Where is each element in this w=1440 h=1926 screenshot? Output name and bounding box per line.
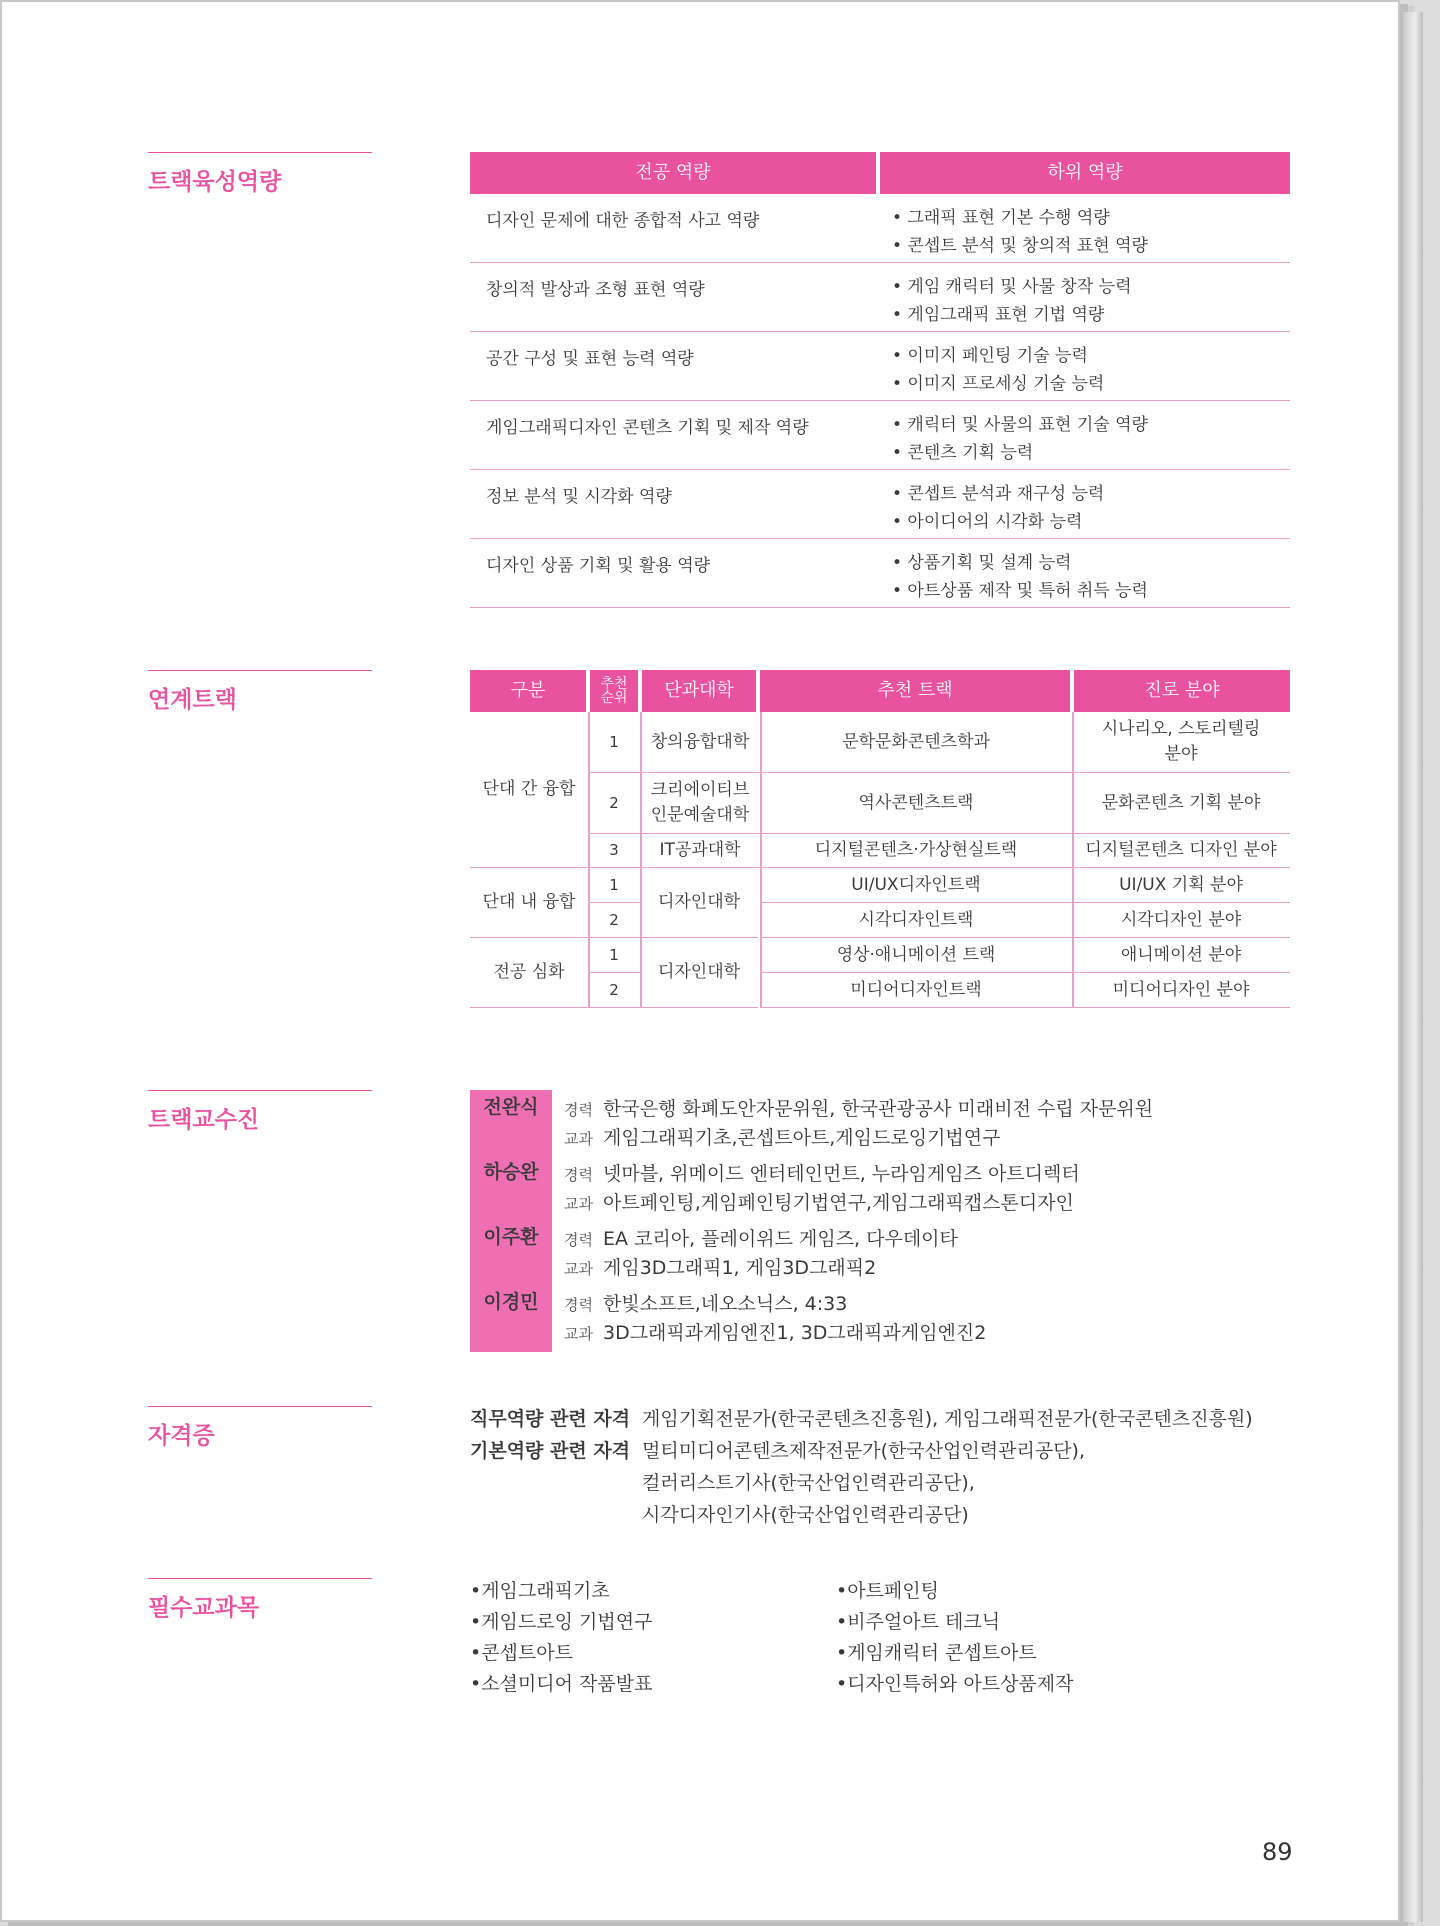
table-divider [588,712,590,1008]
faculty-courses-line [564,1123,1001,1150]
faculty-courses-line [564,1253,876,1280]
section-label-competency: 트랙육성역량 [148,152,372,196]
major-competency: 창의적 발상과 조형 표현 역량 [486,280,705,300]
sub-competency-list [878,401,1290,469]
sub-competency: • 그래픽 표현 기본 수행 역량 [892,208,1110,228]
career-cell: 디지털콘텐츠 디자인 분야 [1072,834,1290,868]
faculty-courses-line [564,1188,1074,1215]
rank-cell: 1 [588,938,640,973]
faculty-tag: 교과 [564,1195,593,1213]
faculty-tag: 경력 [564,1231,593,1249]
competency-row [470,194,1290,263]
faculty-career: 한빛소프트,네오소닉스, 4:33 [602,1293,848,1315]
major-competency: 공간 구성 및 표현 능력 역량 [486,349,694,369]
faculty-tag: 경력 [564,1101,593,1119]
group-college: 디자인대학 [640,868,758,938]
major-competency: 디자인 상품 기획 및 활용 역량 [486,556,711,576]
faculty-name: 이주환 [483,1226,539,1248]
career-cell: UI/UX 기획 분야 [1072,868,1290,903]
header-track: 추천 트랙 [760,670,1070,712]
faculty-courses: 게임3D그래픽1, 게임3D그래픽2 [602,1257,877,1279]
section-label-link-track: 연계트랙 [148,670,372,714]
track-table-body [470,712,1290,1050]
career-cell: 문화콘텐츠 기획 분야 [1072,773,1290,834]
rank-cell: 3 [588,834,640,868]
cert-basic-value: 멀티미디어콘텐츠제작전문가(한국산업인력관리공단), [642,1440,1086,1462]
sub-competency: • 게임그래픽 표현 기법 역량 [892,305,1105,325]
group-category: 단대 간 융합 [470,712,588,868]
required-course: •아트페인팅 [836,1580,939,1602]
faculty-courses: 아트페인팅,게임페인팅기법연구,게임그래픽캡스톤디자인 [602,1192,1074,1214]
sub-competency-list [878,194,1290,262]
track-cell: 문학문화콘텐츠학과 [760,712,1072,773]
faculty-tag: 교과 [564,1325,593,1343]
group-category: 전공 심화 [470,938,588,1008]
track-table-header [470,670,1290,712]
track-cell: 영상·애니메이션 트랙 [760,938,1072,973]
required-course: •게임드로잉 기법연구 [470,1611,653,1633]
faculty-career-line [564,1159,1080,1186]
faculty-name: 전완식 [483,1096,539,1118]
table-divider [760,712,762,1008]
section-label-faculty: 트랙교수진 [148,1090,372,1134]
cert-basic-label: 기본역량 관련 자격 [470,1440,631,1462]
sub-competency: • 게임 캐릭터 및 사물 창작 능력 [892,277,1132,297]
track-cell: 미디어디자인트랙 [760,973,1072,1008]
competency-row [470,539,1290,608]
required-course: •디자인특허와 아트상품제작 [836,1673,1074,1695]
competency-row [470,332,1290,401]
faculty-tag: 경력 [564,1166,593,1184]
faculty-career-line [564,1094,1153,1121]
rank-cell: 2 [588,903,640,938]
major-competency: 디자인 문제에 대한 종합적 사고 역량 [486,211,760,231]
sub-competency: • 이미지 프로세싱 기술 능력 [892,374,1105,394]
major-competency: 게임그래픽디자인 콘텐츠 기획 및 제작 역량 [486,418,809,438]
faculty-career: 넷마블, 위메이드 엔터테인먼트, 누라임게임즈 아트디렉터 [602,1163,1080,1185]
section-label-certificate: 자격증 [148,1406,372,1450]
career-cell: 시각디자인 분야 [1072,903,1290,938]
cert-job-value: 게임기획전문가(한국콘텐츠진흥원), 게임그래픽전문가(한국콘텐츠진흥원) [642,1408,1253,1430]
faculty-courses-line [564,1318,986,1345]
header-category: 구분 [470,670,586,712]
faculty-courses: 3D그래픽과게임엔진1, 3D그래픽과게임엔진2 [602,1322,987,1344]
competency-table [470,152,1290,608]
sub-competency: • 아이디어의 시각화 능력 [892,512,1083,532]
required-course: •콘셉트아트 [470,1642,573,1664]
header-career: 진로 분야 [1074,670,1290,712]
faculty-career-line [564,1224,958,1251]
required-course: •게임캐릭터 콘셉트아트 [836,1642,1037,1664]
faculty-tag: 교과 [564,1130,593,1148]
sub-competency: • 콘셉트 분석 및 창의적 표현 역량 [892,236,1148,256]
competency-row [470,401,1290,470]
required-course: •소셜미디어 작품발표 [470,1673,653,1695]
rank-cell: 2 [588,973,640,1008]
sub-competency-list [878,332,1290,400]
competency-row [470,470,1290,539]
cert-job-label: 직무역량 관련 자격 [470,1408,631,1430]
header-college: 단과대학 [642,670,756,712]
rank-cell: 2 [588,773,640,834]
section-label-required: 필수교과목 [148,1578,372,1622]
group-college: 디자인대학 [640,938,758,1008]
track-cell: UI/UX디자인트랙 [760,868,1072,903]
competency-table-header [470,152,1290,194]
college-cell: 크리에이티브 인문예술대학 [640,773,760,834]
header-major: 전공 역량 [470,152,876,194]
sub-competency-list [878,263,1290,331]
header-sub: 하위 역량 [880,152,1290,194]
college-cell: IT공과대학 [640,834,760,868]
college-cell: 창의융합대학 [640,712,760,773]
header-rank: 추천 순위 [590,670,638,712]
faculty-tag: 교과 [564,1260,593,1278]
group-category: 단대 내 융합 [470,868,588,938]
table-divider [640,712,642,1008]
faculty-career: 한국은행 화폐도안자문위원, 한국관광공사 미래비전 수립 자문위원 [602,1098,1154,1120]
book-spine [1403,12,1423,1922]
sub-competency: • 콘텐츠 기획 능력 [892,443,1034,463]
table-divider [1072,712,1074,1008]
rank-cell: 1 [588,868,640,903]
faculty-career: EA 코리아, 플레이위드 게임즈, 다우데이타 [602,1228,958,1250]
required-course: •게임그래픽기초 [470,1580,610,1602]
track-cell: 시각디자인트랙 [760,903,1072,938]
rank-cell: 1 [588,712,640,773]
track-table [470,670,1290,1050]
faculty-courses: 게임그래픽기초,콘셉트아트,게임드로잉기법연구 [602,1127,1001,1149]
sub-competency-list [878,470,1290,538]
faculty-tag: 경력 [564,1296,593,1314]
sub-competency: • 상품기획 및 설계 능력 [892,553,1072,573]
faculty-name: 하승완 [483,1161,539,1183]
sub-competency: • 캐릭터 및 사물의 표현 기술 역량 [892,415,1148,435]
faculty-name: 이경민 [483,1291,539,1313]
career-cell: 미디어디자인 분야 [1072,973,1290,1008]
sub-competency: • 이미지 페인팅 기술 능력 [892,346,1088,366]
sub-competency: • 아트상품 제작 및 특허 취득 능력 [892,581,1148,601]
sub-competency: • 콘셉트 분석과 재구성 능력 [892,484,1105,504]
page-number: 89 [1262,1838,1293,1866]
track-cell: 역사콘텐츠트랙 [760,773,1072,834]
major-competency: 정보 분석 및 시각화 역량 [486,487,672,507]
faculty-career-line [564,1289,847,1316]
required-course: •비주얼아트 테크닉 [836,1611,1001,1633]
cert-basic-value: 컬러리스트기사(한국산업인력관리공단), [642,1472,975,1494]
competency-row [470,263,1290,332]
career-cell: 애니메이션 분야 [1072,938,1290,973]
career-cell: 시나리오, 스토리텔링 분야 [1072,712,1290,773]
track-cell: 디지털콘텐츠·가상현실트랙 [760,834,1072,868]
cert-basic-value: 시각디자인기사(한국산업인력관리공단) [642,1504,969,1526]
sub-competency-list [878,539,1290,607]
